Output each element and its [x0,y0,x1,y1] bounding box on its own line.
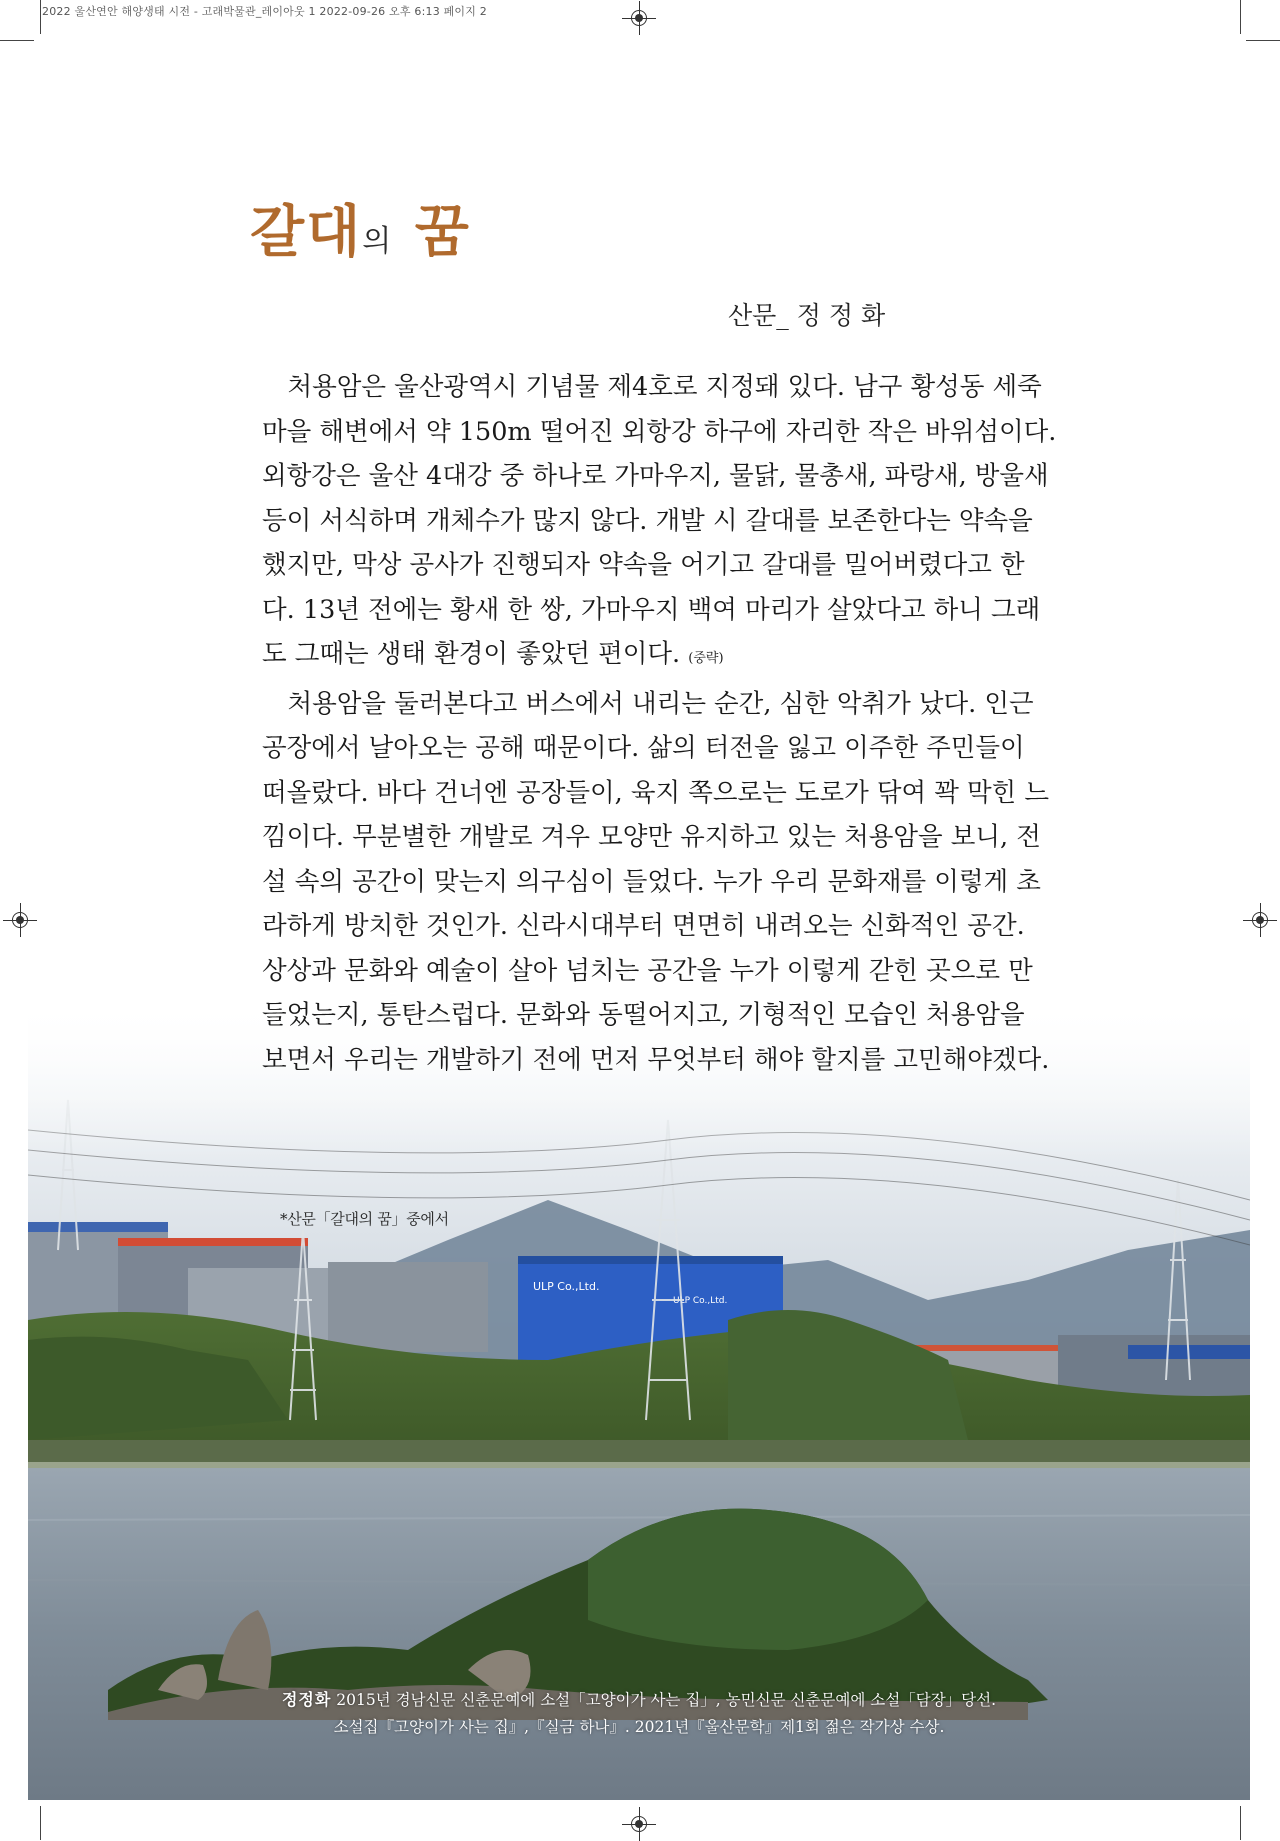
crop-mark [1246,40,1280,41]
source-footnote: *산문「갈대의 꿈」중에서 [280,1210,449,1228]
essay-body [262,365,1057,1082]
registration-mark-icon [631,1816,647,1832]
crop-mark [1240,1806,1241,1840]
crop-mark [40,1806,41,1840]
factory-sign: ULP Co.,Ltd. [673,1296,728,1306]
essay-line: 했지만, 막상 공사가 진행되자 약속을 어기고 갈대를 밀어버렸다고 한 [262,550,1025,580]
title-part-reed: 갈대 [250,200,363,265]
essay-line: 공장에서 날아오는 공해 때문이다. 삶의 터전을 잃고 이주한 주민들이 [262,733,1025,763]
author-bio-text: 2015년 경남신문 신춘문예에 소설「고양이가 사는 집」, 농민신문 신춘문예에 소설「담장」당선. [331,1691,997,1709]
title-part-particle: 의 [362,224,394,259]
essay-line: 들었는지, 통탄스럽다. 문화와 동떨어지고, 기형적인 모습인 처용암을 [262,1000,1025,1030]
essay-line: 다. 13년 전에는 황새 한 쌍, 가마우지 백여 마리가 살았다고 하니 그래 [262,594,1041,625]
essay-line: 처용암을 둘러본다고 버스에서 내리는 순간, 심한 악취가 났다. 인근 [262,688,1034,719]
essay-line: 처용암은 울산광역시 기념물 제4호로 지정돼 있다. 남구 황성동 세죽 [262,372,1042,402]
factory-sign: ULP Co.,Ltd. [533,1280,600,1293]
essay-line: 라하게 방치한 것인가. 신라시대부터 면면히 내려오는 신화적인 공간. [262,911,1025,941]
omission-mark: (중략) [688,651,724,666]
landscape-photo [28,1000,1250,1800]
essay-line: 등이 서식하며 개체수가 많지 않다. 개발 시 갈대를 보존한다는 약속을 [262,505,1033,536]
essay-line: 보면서 우리는 개발하기 전에 먼저 무엇부터 해야 할지를 고민해야겠다. [262,1044,1050,1075]
print-slug: 2022 울산연안 해양생태 시전 - 고래박물관_레이아웃 1 2022-09-26 오후 6:13 페이지 2 [42,5,487,18]
author-line: 산문_ 정 정 화 [728,301,886,330]
essay-line: 마을 해변에서 약 150m 떨어진 외항강 하구에 자리한 작은 바위섬이다. [262,416,1057,447]
author-bio-line: 소설집『고양이가 사는 집』,『실금 하나』. 2021년『울산문학』제1회 젊은 작가상 수상. [333,1718,945,1736]
registration-mark-icon [631,10,647,26]
crop-mark [0,40,34,41]
essay-line [262,632,1008,682]
essay-line: 외항강은 울산 4대강 중 하나로 가마우지, 물닭, 물총새, 파랑새, 방울새 [262,461,1049,491]
registration-mark-icon [1252,912,1268,928]
essay-line: 떠올랐다. 바다 건너엔 공장들이, 육지 쪽으로는 도로가 닦여 꽉 막힌 느 [262,777,1049,808]
essay-line-text: 도 그때는 생태 환경이 좋았던 편이다. [262,639,681,669]
essay-line: 설 속의 공간이 맞는지 의구심이 들었다. 누가 우리 문화재를 이렇게 초 [262,866,1041,897]
essay-line: 상상과 문화와 예술이 살아 넘치는 공간을 누가 이렇게 갇힌 곳으로 만 [262,955,1033,986]
author-bio-line [28,1686,1250,1714]
registration-mark-icon [12,912,28,928]
page-title [250,188,471,268]
title-part-dream: 꿈 [414,200,471,265]
author-bio [28,1686,1250,1741]
crop-mark [40,0,41,34]
crop-mark [1240,0,1241,34]
author-bio-name: 정정화 [281,1690,332,1709]
essay-line: 낌이다. 무분별한 개발로 겨우 모양만 유지하고 있는 처용암을 보니, 전 [262,822,1041,852]
